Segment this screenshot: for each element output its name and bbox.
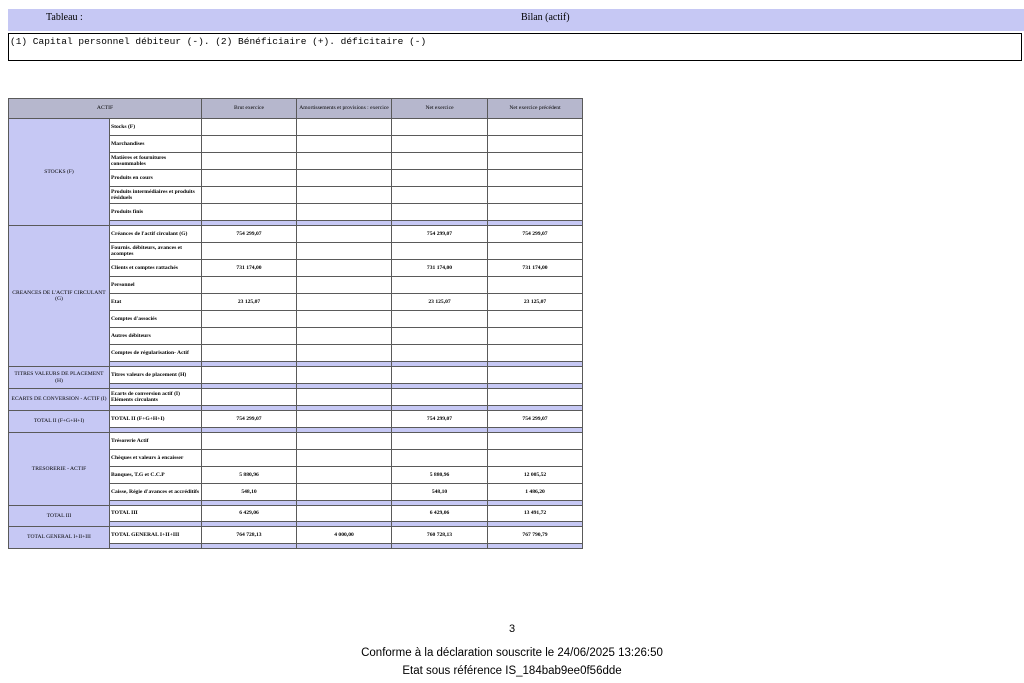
row-label: TOTAL III bbox=[110, 506, 202, 522]
row-label: Comptes d'associés bbox=[110, 311, 202, 328]
cell-net-precedent bbox=[488, 170, 583, 187]
cell-net: 760 728,13 bbox=[392, 527, 488, 544]
header-net-precedent: Net exercice précédent bbox=[488, 99, 583, 119]
cell-amortissements bbox=[297, 411, 392, 428]
cell-net-precedent bbox=[488, 204, 583, 221]
section-label: TOTAL II (F+G+H+I) bbox=[9, 411, 110, 433]
cell-brut: 754 299,07 bbox=[202, 226, 297, 243]
cell-brut bbox=[202, 243, 297, 260]
cell-net: 6 429,06 bbox=[392, 506, 488, 522]
row-label: Autres débiteurs bbox=[110, 328, 202, 345]
cell-net bbox=[392, 389, 488, 406]
cell-amortissements bbox=[297, 328, 392, 345]
cell-amortissements bbox=[297, 367, 392, 384]
row-label: Produits intermédiaires et produits résiduels bbox=[110, 187, 202, 204]
row-label: Créances de l'actif circulant (G) bbox=[110, 226, 202, 243]
cell-net-precedent bbox=[488, 243, 583, 260]
page-number: 3 bbox=[508, 623, 516, 635]
cell-brut: 764 728,13 bbox=[202, 527, 297, 544]
header-net: Net exercice bbox=[392, 99, 488, 119]
cell-net-precedent bbox=[488, 389, 583, 406]
section-label: STOCKS (F) bbox=[9, 119, 110, 226]
separator-cell bbox=[392, 544, 488, 549]
cell-net-precedent bbox=[488, 187, 583, 204]
table-row bbox=[9, 506, 583, 522]
cell-net bbox=[392, 367, 488, 384]
cell-amortissements bbox=[297, 484, 392, 501]
cell-brut bbox=[202, 153, 297, 170]
table-header-row bbox=[9, 99, 583, 119]
row-label: Ecarts de conversion actif (I) Eléments circulants bbox=[110, 389, 202, 406]
cell-net-precedent bbox=[488, 367, 583, 384]
cell-net-precedent: 754 299,07 bbox=[488, 411, 583, 428]
separator-cell bbox=[202, 544, 297, 549]
cell-amortissements bbox=[297, 119, 392, 136]
cell-net: 754 299,07 bbox=[392, 226, 488, 243]
header-actif: ACTIF bbox=[9, 99, 202, 119]
cell-net: 548,10 bbox=[392, 484, 488, 501]
cell-amortissements bbox=[297, 136, 392, 153]
cell-amortissements bbox=[297, 506, 392, 522]
cell-net-precedent: 23 125,07 bbox=[488, 294, 583, 311]
section-label: ECARTS DE CONVERSION - ACTIF (I) bbox=[9, 389, 110, 411]
cell-amortissements bbox=[297, 260, 392, 277]
cell-brut bbox=[202, 136, 297, 153]
cell-net-precedent: 767 790,79 bbox=[488, 527, 583, 544]
row-label: Produits en cours bbox=[110, 170, 202, 187]
reference-statement: Etat sous référence IS_184bab9ee0f56dde bbox=[402, 665, 622, 677]
row-label: TOTAL II (F+G+H+I) bbox=[110, 411, 202, 428]
cell-net-precedent: 754 299,07 bbox=[488, 226, 583, 243]
cell-net-precedent: 731 174,00 bbox=[488, 260, 583, 277]
cell-amortissements bbox=[297, 170, 392, 187]
row-label: Banques, T.G et C.C.P bbox=[110, 467, 202, 484]
cell-net-precedent bbox=[488, 153, 583, 170]
bilan-actif-table bbox=[8, 98, 583, 549]
row-label: Chèques et valeurs à encaisser bbox=[110, 450, 202, 467]
cell-brut bbox=[202, 119, 297, 136]
cell-net bbox=[392, 136, 488, 153]
cell-net-precedent: 13 491,72 bbox=[488, 506, 583, 522]
cell-net bbox=[392, 243, 488, 260]
cell-brut bbox=[202, 450, 297, 467]
separator-cell bbox=[488, 544, 583, 549]
row-label: Marchandises bbox=[110, 136, 202, 153]
header-amortissements: Amortissements et provisions : exercice bbox=[297, 99, 392, 119]
cell-net-precedent bbox=[488, 311, 583, 328]
cell-net bbox=[392, 328, 488, 345]
cell-brut: 548,10 bbox=[202, 484, 297, 501]
table-row bbox=[9, 433, 583, 450]
section-label: CREANCES DE L'ACTIF CIRCULANT (G) bbox=[9, 226, 110, 367]
cell-brut: 5 880,96 bbox=[202, 467, 297, 484]
cell-net-precedent bbox=[488, 119, 583, 136]
cell-net-precedent bbox=[488, 345, 583, 362]
cell-net-precedent bbox=[488, 136, 583, 153]
separator-cell bbox=[110, 544, 202, 549]
cell-net bbox=[392, 433, 488, 450]
cell-net bbox=[392, 119, 488, 136]
row-label: Titres valeurs de placement (H) bbox=[110, 367, 202, 384]
cell-brut bbox=[202, 204, 297, 221]
cell-net-precedent bbox=[488, 277, 583, 294]
cell-amortissements bbox=[297, 294, 392, 311]
cell-net: 23 125,07 bbox=[392, 294, 488, 311]
conformity-statement: Conforme à la déclaration souscrite le 24/06/2025 13:26:50 bbox=[361, 647, 663, 659]
cell-net bbox=[392, 311, 488, 328]
cell-brut bbox=[202, 170, 297, 187]
row-label: Personnel bbox=[110, 277, 202, 294]
cell-brut bbox=[202, 345, 297, 362]
cell-net bbox=[392, 187, 488, 204]
row-label: Etat bbox=[110, 294, 202, 311]
cell-amortissements bbox=[297, 433, 392, 450]
table-row bbox=[9, 411, 583, 428]
row-label: TOTAL GENERAL I+II+III bbox=[110, 527, 202, 544]
section-label: TRESORERIE - ACTIF bbox=[9, 433, 110, 506]
table-row bbox=[9, 119, 583, 136]
cell-amortissements bbox=[297, 311, 392, 328]
cell-amortissements bbox=[297, 243, 392, 260]
table-row bbox=[9, 367, 583, 384]
tableau-label: Tableau : bbox=[46, 12, 83, 23]
cell-net bbox=[392, 204, 488, 221]
cell-brut: 731 174,00 bbox=[202, 260, 297, 277]
row-label: Matières et fournitures consommables bbox=[110, 153, 202, 170]
cell-amortissements: 4 000,00 bbox=[297, 527, 392, 544]
section-label: TITRES VALEURS DE PLACEMENT (H) bbox=[9, 367, 110, 389]
row-label: Caisse, Régie d'avances et accréditifs bbox=[110, 484, 202, 501]
cell-net-precedent bbox=[488, 450, 583, 467]
cell-net bbox=[392, 450, 488, 467]
separator-cell bbox=[297, 544, 392, 549]
row-label: Trésorerie Actif bbox=[110, 433, 202, 450]
cell-net-precedent bbox=[488, 328, 583, 345]
cell-amortissements bbox=[297, 153, 392, 170]
row-label: Produits finis bbox=[110, 204, 202, 221]
cell-net bbox=[392, 345, 488, 362]
cell-amortissements bbox=[297, 226, 392, 243]
cell-net-precedent: 12 005,52 bbox=[488, 467, 583, 484]
cell-amortissements bbox=[297, 187, 392, 204]
header-brut: Brut exercice bbox=[202, 99, 297, 119]
notes-box: (1) Capital personnel débiteur (-). (2) Bénéficiaire (+). déficitaire (-) bbox=[8, 33, 1022, 61]
row-label: Clients et comptes rattachés bbox=[110, 260, 202, 277]
cell-net-precedent bbox=[488, 433, 583, 450]
cell-net bbox=[392, 170, 488, 187]
section-label: TOTAL III bbox=[9, 506, 110, 527]
cell-amortissements bbox=[297, 389, 392, 406]
form-title: Bilan (actif) bbox=[521, 12, 570, 23]
table-body bbox=[9, 119, 583, 549]
cell-brut bbox=[202, 311, 297, 328]
cell-amortissements bbox=[297, 204, 392, 221]
cell-brut bbox=[202, 389, 297, 406]
cell-amortissements bbox=[297, 467, 392, 484]
cell-net-precedent: 1 486,20 bbox=[488, 484, 583, 501]
cell-amortissements bbox=[297, 345, 392, 362]
cell-brut bbox=[202, 367, 297, 384]
table-row bbox=[9, 389, 583, 406]
row-label: Stocks (F) bbox=[110, 119, 202, 136]
cell-net bbox=[392, 277, 488, 294]
cell-brut: 23 125,07 bbox=[202, 294, 297, 311]
cell-net bbox=[392, 153, 488, 170]
row-label: Fournis. débiteurs, avances et acomptes bbox=[110, 243, 202, 260]
row-label: Comptes de régularisation- Actif bbox=[110, 345, 202, 362]
cell-brut bbox=[202, 277, 297, 294]
form-header-bar bbox=[8, 9, 1024, 31]
cell-brut bbox=[202, 187, 297, 204]
section-label: TOTAL GENERAL I+II+III bbox=[9, 527, 110, 549]
cell-brut: 6 429,06 bbox=[202, 506, 297, 522]
table-row bbox=[9, 527, 583, 544]
cell-brut bbox=[202, 433, 297, 450]
cell-net: 5 880,96 bbox=[392, 467, 488, 484]
cell-net: 754 299,07 bbox=[392, 411, 488, 428]
cell-amortissements bbox=[297, 277, 392, 294]
cell-brut bbox=[202, 328, 297, 345]
cell-brut: 754 299,07 bbox=[202, 411, 297, 428]
table-row bbox=[9, 226, 583, 243]
cell-amortissements bbox=[297, 450, 392, 467]
cell-net: 731 174,00 bbox=[392, 260, 488, 277]
